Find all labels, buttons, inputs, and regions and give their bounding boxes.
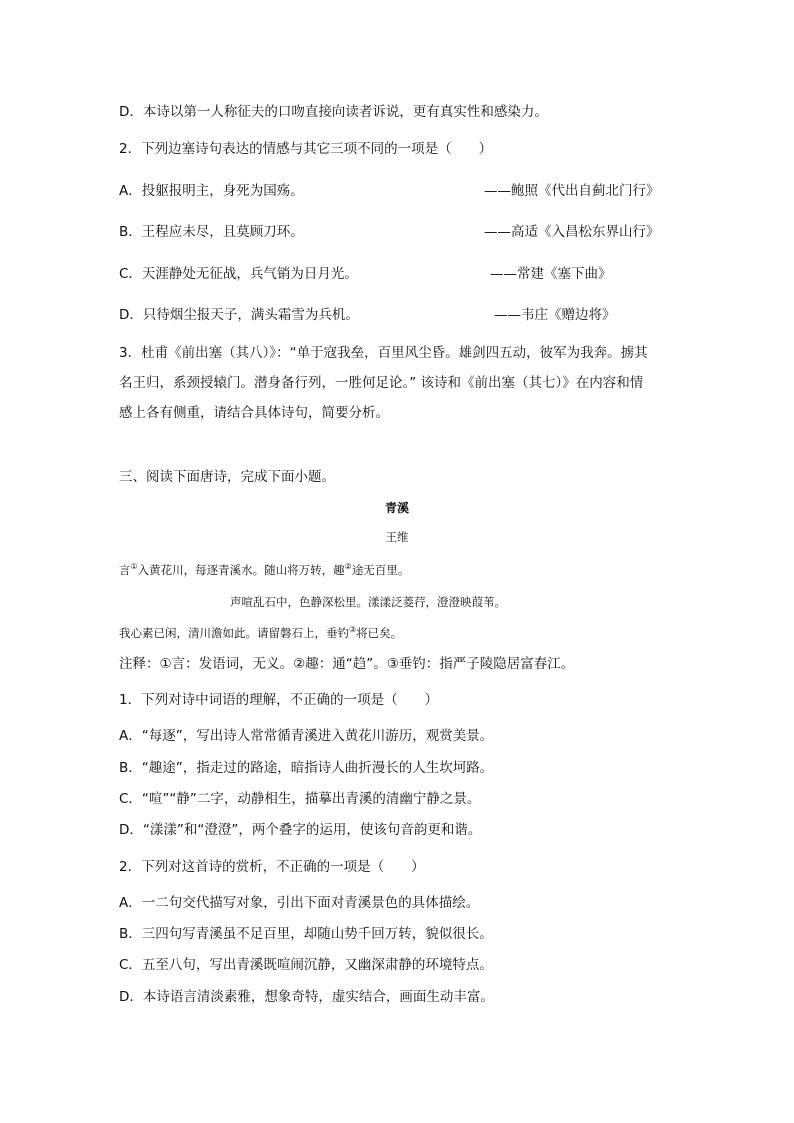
sq2-option-c: C．五至八句，写出青溪既喧闹沉静，又幽深肃静的环境特点。 <box>119 957 493 973</box>
q3-line-3: 感上各有侧重，请结合具体诗句，简要分析。 <box>119 405 389 421</box>
sq2-option-d: D．本诗语言清淡素雅，想象奇特，虚实结合，画面生动丰富。 <box>119 989 494 1005</box>
poem-line-1 <box>119 561 409 579</box>
q2-option-d-source: ——韦庄《赠边将》 <box>494 307 616 323</box>
q2-option-a: A．投躯报明主，身死为国殇。 <box>119 183 304 199</box>
footnote-marker-1: ① <box>130 562 138 572</box>
q2-option-b-source: ——高适《入昌松东界山行》 <box>484 224 660 240</box>
sq1-option-b: B．“趣途”，指走过的路途，暗指诗人曲折漫长的人生坎坷路。 <box>119 760 494 776</box>
poem-line-1-a: 言 <box>119 563 131 577</box>
q2-option-d: D．只待烟尘报天子，满头霜雪为兵机。 <box>119 307 359 323</box>
poem-author: 王维 <box>385 530 409 544</box>
q2-option-c-source: ——常建《塞下曲》 <box>490 266 612 282</box>
poem-line-3 <box>119 624 402 642</box>
q2-option-a-source: ——鲍照《代出自蓟北门行》 <box>484 183 660 199</box>
poem-line-1-c: 途无百里。 <box>351 563 410 577</box>
q1-option-d: D．本诗以第一人称征夫的口吻直接向读者诉说，更有真实性和感染力。 <box>119 104 548 120</box>
poem-title: 青溪 <box>384 501 409 515</box>
footnote-marker-3: ③ <box>349 625 357 635</box>
q3-line-1: 3．杜甫《前出塞（其八）》：“单于寇我垒，百里风尘昏。雄剑四五动，彼军为我奔。掳其 <box>119 345 648 361</box>
q3-line-2: 名王归，系颈授辕门。潜身备行列，一胜何足论。” 该诗和《前出塞（其七）》在内容和情 <box>119 375 644 391</box>
sq1-option-c: C．“喧”“静”二字，动静相生，描摹出青溪的清幽宁静之景。 <box>119 791 481 807</box>
q2-option-b: B．王程应未尽，且莫顾刀环。 <box>119 224 304 240</box>
poem-line-1-b: 入黄花川，每逐青溪水。随山将万转，趣 <box>137 563 345 577</box>
sq1-option-d: D．“漾漾”和“澄澄”，两个叠字的运用，使该句音韵更和谐。 <box>119 822 482 838</box>
sq1-stem: 1．下列对诗中词语的理解，不正确的一项是（ ） <box>119 692 439 708</box>
section-3-heading: 三、阅读下面唐诗，完成下面小题。 <box>119 469 335 485</box>
q2-stem: 2．下列边塞诗句表达的情感与其它三项不同的一项是（ ） <box>119 141 493 157</box>
sq2-option-b: B．三四句写青溪虽不足百里，却随山势千回万转，貌似很长。 <box>119 926 493 942</box>
poem-notes: 注释：①言：发语词，无义。②趣：通“趋”。③垂钓：指严子陵隐居富春江。 <box>119 656 575 672</box>
q2-option-c: C．天涯静处无征战，兵气销为日月光。 <box>119 266 358 282</box>
footnote-marker-2: ② <box>344 562 352 572</box>
poem-line-3-b: 将已矣。 <box>356 626 403 640</box>
sq2-stem: 2．下列对这首诗的赏析，不正确的一项是（ ） <box>119 859 425 875</box>
sq2-option-a: A．一二句交代描写对象，引出下面对青溪景色的具体描绘。 <box>119 895 480 911</box>
poem-line-2: 声喧乱石中，色静深松里。漾漾泛菱荇，澄澄映葭苇。 <box>230 595 506 609</box>
poem-line-3-a: 我心素已闲，清川澹如此。请留磐石上，垂钓 <box>119 626 349 640</box>
sq1-option-a: A．“每逐”，写出诗人常常循青溪进入黄花川游历，观赏美景。 <box>119 728 494 744</box>
